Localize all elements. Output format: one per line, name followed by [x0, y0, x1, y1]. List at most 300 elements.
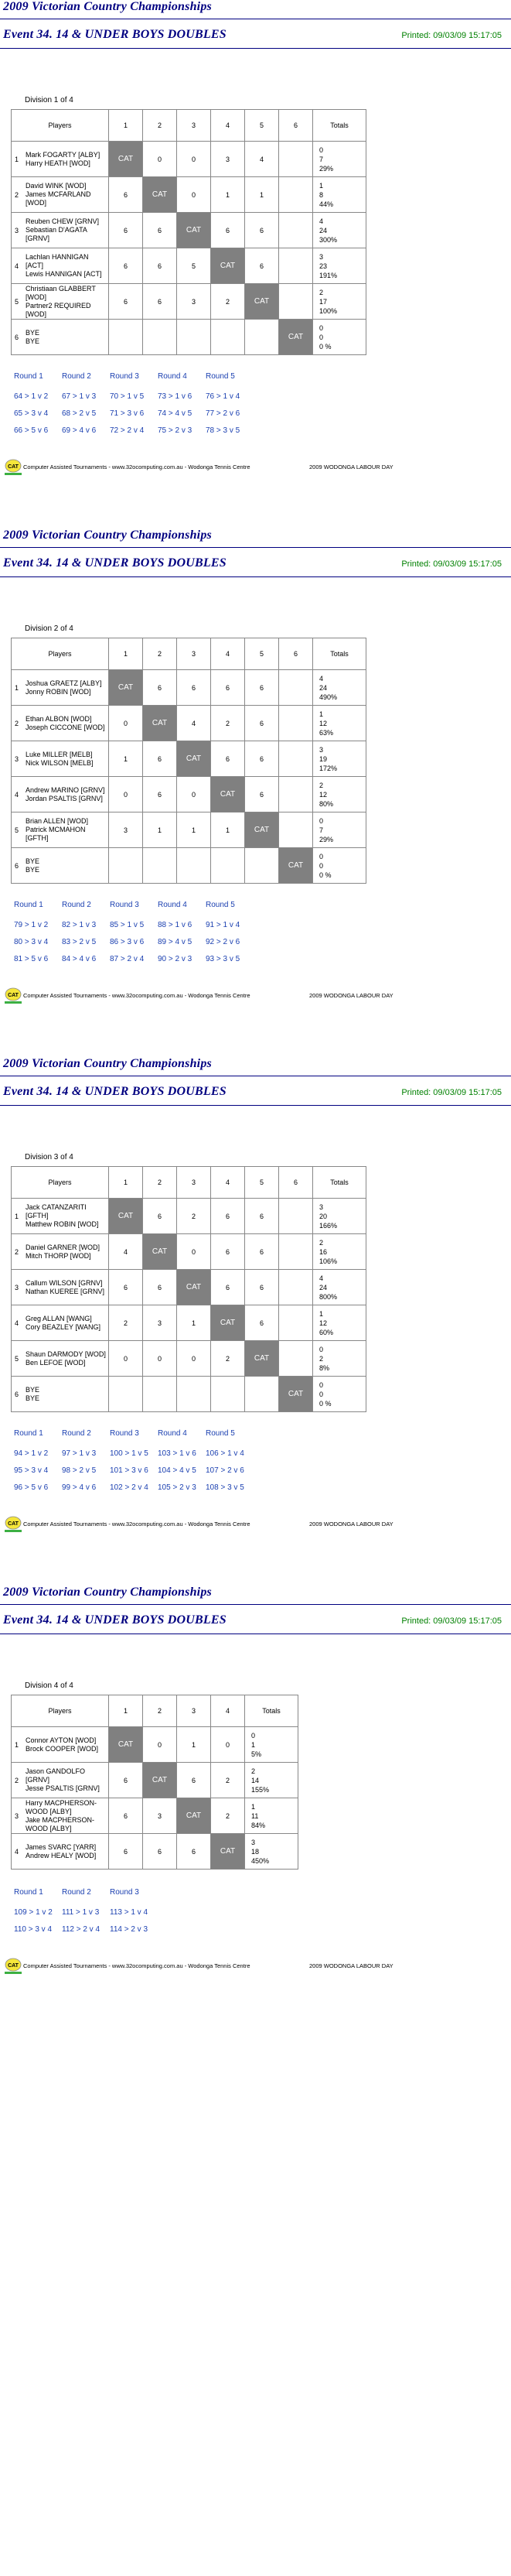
partner-name: Jesse PSALTIS [GRNV] [26, 1784, 100, 1792]
match-entry[interactable]: 88 > 1 v 6 [158, 921, 192, 929]
score-cell [177, 320, 211, 355]
header-rule [0, 547, 511, 548]
totals-cell [313, 706, 366, 741]
partner-name: BYE [26, 337, 40, 345]
column-number: 1 [109, 1695, 143, 1727]
footer-credits: Computer Assisted Tournaments - www.32ocomputing.com.au - Wodonga Tennis Centre [23, 992, 250, 999]
match-entry[interactable]: 78 > 3 v 5 [206, 426, 240, 435]
match-entry[interactable]: 105 > 2 v 3 [158, 1483, 196, 1492]
totals-value: 17 [319, 297, 328, 306]
totals-cell [313, 1199, 366, 1234]
match-entry[interactable]: 79 > 1 v 2 [14, 921, 49, 929]
division-page [0, 0, 511, 529]
match-entry[interactable]: 74 > 4 v 5 [158, 409, 192, 418]
cat-cell: CAT [279, 848, 313, 884]
player-row [12, 1341, 366, 1377]
partner-name: Jake MACPHERSON-WOOD [ALBY] [26, 1815, 95, 1832]
seed-number: 3 [15, 1811, 19, 1820]
match-entry[interactable]: 81 > 5 v 6 [14, 955, 49, 963]
score-cell: 6 [109, 1763, 143, 1798]
score-cell: 6 [109, 1834, 143, 1870]
match-entry[interactable]: 96 > 5 v 6 [14, 1483, 49, 1492]
player-names [26, 1350, 108, 1367]
score-cell [143, 320, 177, 355]
score-cell: 6 [143, 213, 177, 248]
player-names [26, 253, 108, 279]
championship-title: 2009 Victorian Country Championships [3, 1586, 212, 1599]
match-entry[interactable]: 71 > 3 v 6 [110, 409, 145, 418]
round-heading: Round 3 [110, 901, 139, 909]
match-entry[interactable]: 101 > 3 v 6 [110, 1466, 148, 1475]
totals-value: 191% [319, 271, 338, 279]
match-entry[interactable]: 95 > 3 v 4 [14, 1466, 49, 1475]
score-cell: 0 [109, 706, 143, 741]
match-entry[interactable]: 86 > 3 v 6 [110, 938, 145, 946]
column-number: 5 [245, 1167, 279, 1199]
match-entry[interactable]: 76 > 1 v 4 [206, 392, 240, 401]
totals-value: 20 [319, 1212, 328, 1220]
match-entry[interactable]: 73 > 1 v 6 [158, 392, 192, 401]
totals-value: 155% [251, 1785, 270, 1794]
division-page [0, 529, 511, 1057]
schedule-row [14, 392, 254, 401]
players-header: Players [12, 638, 109, 670]
column-number: 5 [245, 110, 279, 142]
schedule-row [14, 901, 254, 909]
match-entry[interactable]: 64 > 1 v 2 [14, 392, 49, 401]
score-cell: 6 [143, 741, 177, 777]
match-entry[interactable]: 75 > 2 v 3 [158, 426, 192, 435]
schedule-row [14, 938, 254, 946]
player-names [26, 1203, 108, 1229]
championship-title: 2009 Victorian Country Championships [3, 0, 212, 13]
totals-cell [313, 284, 366, 320]
player-row [12, 1727, 298, 1763]
printed-timestamp: Printed: 09/03/09 15:17:05 [401, 1088, 502, 1097]
score-cell: 1 [143, 812, 177, 848]
player-row [12, 848, 366, 884]
svg-text:CAT: CAT [8, 993, 19, 998]
totals-value: 0 [319, 861, 324, 870]
score-cell: 0 [177, 1341, 211, 1377]
seed-number: 1 [15, 1740, 19, 1749]
division-label: Division 1 of 4 [25, 96, 73, 104]
score-cell [279, 1199, 313, 1234]
match-entry[interactable]: 84 > 4 v 6 [62, 955, 97, 963]
totals-value: 0 [319, 323, 324, 332]
totals-cell [245, 1727, 298, 1763]
totals-value: 18 [251, 1847, 260, 1856]
player-row [12, 1763, 298, 1798]
players-header: Players [12, 110, 109, 142]
totals-value: 1 [251, 1740, 256, 1749]
score-cell: 5 [177, 248, 211, 284]
score-cell: 6 [211, 741, 245, 777]
round-heading: Round 5 [206, 1429, 235, 1438]
player-row [12, 670, 366, 706]
score-cell [279, 777, 313, 812]
match-entry[interactable]: 104 > 4 v 5 [158, 1466, 196, 1475]
match-entry[interactable]: 110 > 3 v 4 [14, 1925, 53, 1934]
score-cell: 1 [211, 812, 245, 848]
round-robin-grid [11, 109, 366, 355]
match-entry[interactable]: 87 > 2 v 4 [110, 955, 145, 963]
match-entry[interactable]: 113 > 1 v 4 [110, 1908, 148, 1917]
match-entry[interactable]: 89 > 4 v 5 [158, 938, 192, 946]
match-entry[interactable]: 111 > 1 v 3 [62, 1908, 100, 1917]
match-entry[interactable]: 72 > 2 v 4 [110, 426, 145, 435]
cat-logo-icon [3, 987, 23, 1004]
player-row [12, 177, 366, 213]
match-entry[interactable]: 85 > 1 v 5 [110, 921, 145, 929]
match-entry[interactable]: 107 > 2 v 6 [206, 1466, 244, 1475]
printed-timestamp: Printed: 09/03/09 15:17:05 [401, 31, 502, 40]
score-cell: 2 [211, 1798, 245, 1834]
totals-value: 8% [319, 1363, 330, 1372]
cat-cell: CAT [109, 1199, 143, 1234]
footer-event: 2009 WODONGA LABOUR DAY [309, 1521, 393, 1527]
match-entry[interactable]: 66 > 5 v 6 [14, 426, 49, 435]
player-row [12, 248, 366, 284]
round-heading: Round 1 [14, 1429, 43, 1438]
player-name: BYE [26, 857, 40, 865]
seed-number: 2 [15, 190, 19, 199]
round-robin-grid [11, 1695, 298, 1870]
svg-text:CAT: CAT [8, 1963, 19, 1969]
column-number: 4 [211, 110, 245, 142]
svg-text:CAT: CAT [8, 1521, 19, 1527]
totals-header: Totals [245, 1695, 298, 1727]
player-names [26, 217, 108, 243]
division-label: Division 4 of 4 [25, 1681, 73, 1690]
totals-value: 24 [319, 1283, 328, 1291]
grid-header-row [12, 1695, 298, 1727]
score-cell [245, 848, 279, 884]
player-name: BYE [26, 328, 40, 337]
player-cell [12, 848, 109, 884]
totals-cell [313, 741, 366, 777]
match-entry[interactable]: 69 > 4 v 6 [62, 426, 97, 435]
player-cell [12, 1377, 109, 1412]
round-heading: Round 3 [110, 1429, 139, 1438]
match-entry[interactable]: 97 > 1 v 3 [62, 1449, 97, 1458]
totals-value: 2 [319, 781, 324, 789]
column-number: 3 [177, 110, 211, 142]
player-name: Brian ALLEN [WOD] [26, 817, 89, 825]
match-entry[interactable]: 103 > 1 v 6 [158, 1449, 196, 1458]
totals-value: 166% [319, 1221, 338, 1230]
schedule-row [14, 1449, 254, 1458]
score-cell: 6 [245, 248, 279, 284]
score-cell [279, 1270, 313, 1305]
schedule-row [14, 372, 254, 381]
totals-value: 24 [319, 226, 328, 234]
score-cell [279, 177, 313, 213]
match-entry[interactable]: 70 > 1 v 5 [110, 392, 145, 401]
partner-name: Harry HEATH [WOD] [26, 159, 90, 167]
round-robin-grid [11, 1166, 366, 1412]
totals-value: 2 [251, 1767, 256, 1775]
totals-value: 0 [251, 1731, 256, 1740]
score-cell: 6 [245, 1270, 279, 1305]
totals-cell [313, 1377, 366, 1412]
partner-name: James MCFARLAND [WOD] [26, 190, 91, 207]
score-cell: 0 [143, 1341, 177, 1377]
totals-value: 0 [319, 145, 324, 154]
round-heading: Round 2 [62, 1429, 91, 1438]
match-entry[interactable]: 98 > 2 v 5 [62, 1466, 97, 1475]
score-cell [279, 213, 313, 248]
totals-value: 0 [319, 1380, 324, 1389]
totals-value: 84% [251, 1821, 266, 1829]
score-cell: 6 [245, 670, 279, 706]
partner-name: Lewis HANNIGAN [ACT] [26, 270, 102, 278]
totals-value: 4 [319, 1274, 324, 1282]
footer-event: 2009 WODONGA LABOUR DAY [309, 464, 393, 470]
score-cell: 6 [245, 741, 279, 777]
score-cell: 6 [109, 248, 143, 284]
score-cell [279, 284, 313, 320]
event-title: Event 34. 14 & UNDER BOYS DOUBLES [3, 28, 227, 41]
totals-header: Totals [313, 1167, 366, 1199]
partner-name: Nathan KUEREE [GRNV] [26, 1287, 105, 1295]
totals-cell [313, 1270, 366, 1305]
score-cell: 4 [177, 706, 211, 741]
score-cell: 4 [245, 142, 279, 177]
totals-header: Totals [313, 110, 366, 142]
score-cell [109, 1377, 143, 1412]
totals-value: 0 [319, 333, 324, 341]
round-robin-grid [11, 638, 366, 884]
player-row [12, 812, 366, 848]
match-entry[interactable]: 90 > 2 v 3 [158, 955, 192, 963]
score-cell: 6 [143, 1270, 177, 1305]
match-entry[interactable]: 108 > 3 v 5 [206, 1483, 244, 1492]
player-cell [12, 142, 109, 177]
match-entry[interactable]: 67 > 1 v 3 [62, 392, 97, 401]
player-names [26, 1736, 108, 1753]
score-cell: 6 [211, 213, 245, 248]
player-names [26, 1279, 108, 1296]
header-rule [0, 576, 511, 577]
player-row [12, 213, 366, 248]
score-cell: 6 [245, 706, 279, 741]
score-cell: 6 [143, 284, 177, 320]
score-cell: 6 [177, 1763, 211, 1798]
totals-cell [313, 142, 366, 177]
match-entry[interactable]: 82 > 1 v 3 [62, 921, 97, 929]
column-number: 2 [143, 1167, 177, 1199]
seed-number: 4 [15, 1847, 19, 1856]
seed-number: 3 [15, 754, 19, 763]
score-cell: 2 [211, 706, 245, 741]
match-entry[interactable]: 94 > 1 v 2 [14, 1449, 49, 1458]
seed-number: 2 [15, 1776, 19, 1784]
cat-cell: CAT [143, 177, 177, 213]
footer-credits: Computer Assisted Tournaments - www.32ocomputing.com.au - Wodonga Tennis Centre [23, 464, 250, 470]
totals-value: 0 [319, 816, 324, 825]
player-names [26, 1843, 108, 1860]
match-entry[interactable]: 114 > 2 v 3 [110, 1925, 148, 1934]
player-cell [12, 670, 109, 706]
score-cell [279, 706, 313, 741]
column-number: 4 [211, 1167, 245, 1199]
totals-value: 23 [319, 262, 328, 270]
totals-value: 19 [319, 754, 328, 763]
player-cell [12, 741, 109, 777]
totals-value: 11 [251, 1811, 259, 1820]
totals-value: 7 [319, 826, 324, 834]
player-cell [12, 1834, 109, 1870]
cat-cell: CAT [177, 741, 211, 777]
round-heading: Round 2 [62, 372, 91, 381]
totals-cell [313, 848, 366, 884]
score-cell: 1 [211, 177, 245, 213]
totals-value: 3 [319, 745, 324, 754]
match-entry[interactable]: 106 > 1 v 4 [206, 1449, 244, 1458]
grid-header-row [12, 1167, 366, 1199]
player-name: Harry MACPHERSON-WOOD [ALBY] [26, 1798, 97, 1815]
player-row [12, 741, 366, 777]
players-header: Players [12, 1695, 109, 1727]
totals-value: 4 [319, 674, 324, 682]
totals-value: 16 [319, 1247, 328, 1256]
player-names [26, 751, 108, 768]
player-names [26, 817, 108, 843]
seed-number: 5 [15, 826, 19, 834]
score-cell: 3 [143, 1798, 177, 1834]
match-entry[interactable]: 65 > 3 v 4 [14, 409, 49, 418]
match-entry[interactable]: 92 > 2 v 6 [206, 938, 240, 946]
seed-number: 6 [15, 1390, 19, 1398]
score-cell [245, 320, 279, 355]
score-cell [279, 142, 313, 177]
round-heading: Round 4 [158, 1429, 187, 1438]
footer-credits: Computer Assisted Tournaments - www.32ocomputing.com.au - Wodonga Tennis Centre [23, 1521, 250, 1527]
match-entry[interactable]: 80 > 3 v 4 [14, 938, 49, 946]
totals-value: 0 % [319, 1399, 332, 1408]
totals-cell [313, 1234, 366, 1270]
player-names [26, 786, 108, 803]
score-cell: 6 [211, 1234, 245, 1270]
score-cell: 4 [109, 1234, 143, 1270]
cat-cell: CAT [177, 1270, 211, 1305]
totals-value: 106% [319, 1257, 338, 1265]
schedule-row [14, 1483, 254, 1492]
player-name: Jack CATANZARITI [GFTH] [26, 1203, 87, 1220]
score-cell: 6 [211, 1199, 245, 1234]
schedule-row [14, 1908, 158, 1917]
seed-number: 5 [15, 1354, 19, 1363]
score-cell [109, 320, 143, 355]
totals-value: 1 [319, 181, 324, 190]
score-cell: 0 [109, 777, 143, 812]
score-cell: 6 [177, 1834, 211, 1870]
totals-value: 29% [319, 164, 334, 173]
player-row [12, 320, 366, 355]
seed-number: 1 [15, 155, 19, 163]
partner-name: Brock COOPER [WOD] [26, 1744, 99, 1753]
score-cell: 6 [109, 177, 143, 213]
score-cell [177, 1377, 211, 1412]
round-heading: Round 2 [62, 901, 91, 909]
match-entry[interactable]: 100 > 1 v 5 [110, 1449, 148, 1458]
seed-number: 3 [15, 226, 19, 234]
totals-value: 1 [319, 710, 324, 718]
seed-number: 4 [15, 262, 19, 270]
printed-timestamp: Printed: 09/03/09 15:17:05 [401, 1616, 502, 1626]
round-heading: Round 4 [158, 372, 187, 381]
partner-name: Sebastian D'AGATA [GRNV] [26, 226, 87, 242]
match-entry[interactable]: 91 > 1 v 4 [206, 921, 240, 929]
match-entry[interactable]: 93 > 3 v 5 [206, 955, 240, 963]
player-names [26, 182, 108, 207]
score-cell [279, 812, 313, 848]
totals-cell [313, 777, 366, 812]
score-cell [279, 1234, 313, 1270]
cat-cell: CAT [211, 777, 245, 812]
column-number: 3 [177, 638, 211, 670]
totals-value: 7 [319, 155, 324, 163]
event-title: Event 34. 14 & UNDER BOYS DOUBLES [3, 1613, 227, 1627]
column-number: 2 [143, 110, 177, 142]
player-row [12, 1377, 366, 1412]
score-cell: 1 [177, 812, 211, 848]
match-entry[interactable]: 99 > 4 v 6 [62, 1483, 97, 1492]
totals-value: 12 [319, 719, 328, 727]
score-cell: 6 [177, 670, 211, 706]
cat-cell: CAT [245, 1341, 279, 1377]
match-entry[interactable]: 83 > 2 v 5 [62, 938, 97, 946]
totals-cell [245, 1798, 298, 1834]
division-label: Division 2 of 4 [25, 624, 73, 633]
score-cell: 3 [211, 142, 245, 177]
round-heading: Round 3 [110, 1888, 139, 1897]
cat-cell: CAT [279, 1377, 313, 1412]
match-entry[interactable]: 77 > 2 v 6 [206, 409, 240, 418]
seed-number: 2 [15, 1247, 19, 1256]
score-cell [279, 248, 313, 284]
score-cell: 6 [211, 1270, 245, 1305]
schedule-row [14, 409, 254, 418]
player-cell [12, 1234, 109, 1270]
player-names [26, 679, 108, 696]
match-entry[interactable]: 68 > 2 v 5 [62, 409, 97, 418]
player-name: Shaun DARMODY [WOD] [26, 1350, 106, 1358]
match-entry[interactable]: 102 > 2 v 4 [110, 1483, 148, 1492]
player-row [12, 1270, 366, 1305]
player-name: Greg ALLAN [WANG] [26, 1314, 92, 1322]
player-row [12, 142, 366, 177]
score-cell: 0 [177, 142, 211, 177]
player-cell [12, 213, 109, 248]
player-names [26, 1315, 108, 1332]
cat-cell: CAT [211, 1834, 245, 1870]
totals-value: 0 [319, 1390, 324, 1398]
score-cell: 6 [245, 1305, 279, 1341]
totals-value: 4 [319, 217, 324, 225]
score-cell: 2 [211, 1341, 245, 1377]
match-entry[interactable]: 112 > 2 v 4 [62, 1925, 100, 1934]
player-cell [12, 1305, 109, 1341]
player-names [26, 1799, 108, 1833]
schedule-row [14, 955, 254, 963]
player-name: David WINK [WOD] [26, 182, 87, 190]
match-entry[interactable]: 109 > 1 v 2 [14, 1908, 53, 1917]
cat-cell: CAT [143, 1763, 177, 1798]
round-heading: Round 2 [62, 1888, 91, 1897]
partner-name: Cory BEAZLEY [WANG] [26, 1322, 101, 1331]
